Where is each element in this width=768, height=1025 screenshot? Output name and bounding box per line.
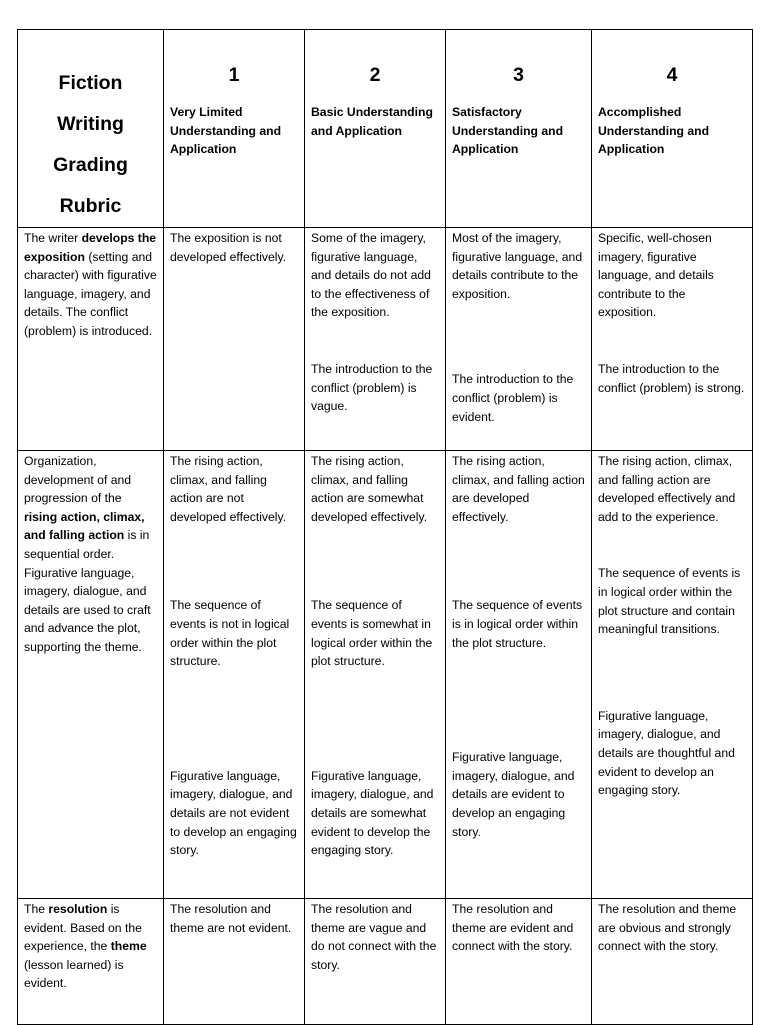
criterion-key-term: theme bbox=[110, 939, 147, 954]
criterion-key-term: resolution bbox=[48, 902, 108, 916]
descriptor: Figurative language, imagery, dialogue, and details are not evident to develop an engaging story. bbox=[170, 768, 297, 858]
level-header-4 bbox=[592, 30, 753, 228]
criterion-cell bbox=[18, 228, 164, 451]
criterion-key-term: rising action, climax, and falling action bbox=[24, 509, 145, 543]
level-label: Basic Understanding and Application bbox=[311, 105, 433, 138]
criterion-text-part: (setting and character) with figurative language, imagery, and details. The conflict (problem) is introduced. bbox=[24, 249, 157, 338]
descriptor: Figurative language, imagery, dialogue, and details are somewhat evident to develop the engaging story. bbox=[311, 768, 434, 858]
score-cell-1 bbox=[164, 451, 305, 899]
descriptor: The sequence of events is in logical order within the plot structure and contain meaningful transitions. bbox=[598, 566, 741, 637]
level-number: 2 bbox=[369, 64, 381, 86]
criterion-text-part: Organization, development of and progression of the bbox=[24, 454, 132, 506]
score-cell-1 bbox=[164, 228, 305, 451]
level-label: Accomplished Understanding and Application bbox=[598, 105, 710, 157]
criterion-row-exposition bbox=[18, 228, 753, 451]
descriptor: Some of the imagery, figurative language, and details do not add to the effectiveness of the exposition. bbox=[311, 231, 431, 320]
score-cell-1 bbox=[164, 899, 305, 1025]
level-header-1 bbox=[164, 30, 305, 228]
score-cell-4 bbox=[592, 899, 753, 1025]
criterion-text-part: is evident. Based on the experience, the bbox=[24, 902, 142, 954]
level-label: Satisfactory Understanding and Application bbox=[452, 105, 564, 157]
descriptor: The rising action, climax, and falling action are developed effectively and add to the experience. bbox=[598, 454, 736, 524]
descriptor: Figurative language, imagery, dialogue, and details are evident to develop an engaging story. bbox=[452, 750, 575, 839]
descriptor: Figurative language, imagery, dialogue, and details are thoughtful and evident to develop an engaging story. bbox=[598, 708, 735, 798]
rubric-table bbox=[17, 29, 753, 1025]
criterion-text bbox=[18, 899, 163, 993]
title-cell bbox=[18, 30, 164, 228]
criterion-text-part: The writer bbox=[24, 231, 82, 245]
score-cell-2 bbox=[305, 899, 446, 1025]
level-header-2 bbox=[305, 30, 446, 228]
title-line: Fiction bbox=[58, 72, 123, 94]
criterion-cell bbox=[18, 899, 164, 1025]
descriptor: The sequence of events is not in logical order within the plot structure. bbox=[170, 598, 290, 669]
criterion-text-part: (lesson learned) is evident. bbox=[24, 957, 124, 991]
criterion-row-resolution bbox=[18, 899, 753, 1025]
descriptor: The introduction to the conflict (problem) is strong. bbox=[598, 361, 745, 395]
score-cell-3 bbox=[446, 451, 592, 899]
descriptor: The rising action, climax, and falling action are not developed effectively. bbox=[170, 454, 287, 524]
score-cell-3 bbox=[446, 899, 592, 1025]
criterion-text bbox=[18, 451, 163, 657]
criterion-key-term: develops the exposition bbox=[24, 231, 157, 264]
score-cell-3 bbox=[446, 228, 592, 451]
criterion-text-part: The bbox=[24, 902, 49, 916]
level-number: 1 bbox=[228, 64, 240, 86]
descriptor: The resolution and theme are obvious and strongly connect with the story. bbox=[598, 902, 737, 954]
header-row bbox=[18, 30, 753, 228]
descriptor: The resolution and theme are vague and do not connect with the story. bbox=[311, 902, 437, 972]
descriptor: The introduction to the conflict (problem) is vague. bbox=[311, 361, 433, 414]
criterion-row-plot bbox=[18, 451, 753, 899]
title-line: Rubric bbox=[59, 195, 122, 217]
descriptor: The rising action, climax, and falling action are somewhat developed effectively. bbox=[311, 454, 428, 524]
descriptor: The exposition is not developed effectively. bbox=[170, 231, 287, 264]
criterion-cell bbox=[18, 451, 164, 899]
descriptor: The rising action, climax, and falling action are developed effectively. bbox=[452, 454, 585, 524]
criterion-text-part: is in sequential order. Figurative language, imagery, dialogue, and details are used to craft and advance the plot, supporting the theme. bbox=[24, 528, 151, 654]
descriptor: The sequence of events is somewhat in logical order within the plot structure. bbox=[311, 598, 433, 669]
descriptor: Most of the imagery, figurative language, and details contribute to the exposition. bbox=[452, 231, 583, 301]
descriptor: Specific, well-chosen imagery, figurative language, and details contribute to the exposition. bbox=[598, 231, 714, 320]
level-header-3 bbox=[446, 30, 592, 228]
descriptor: The resolution and theme are not evident. bbox=[170, 902, 292, 935]
level-number: 3 bbox=[513, 64, 524, 86]
descriptor: The resolution and theme are evident and connect with the story. bbox=[452, 902, 574, 954]
score-cell-2 bbox=[305, 451, 446, 899]
title-line: Writing bbox=[57, 113, 124, 135]
level-label: Very Limited Understanding and Application bbox=[170, 105, 282, 157]
criterion-text bbox=[18, 228, 163, 341]
score-cell-2 bbox=[305, 228, 446, 451]
level-number: 4 bbox=[666, 64, 678, 86]
descriptor: The introduction to the conflict (problem) is evident. bbox=[452, 372, 574, 424]
score-cell-4 bbox=[592, 451, 753, 899]
score-cell-4 bbox=[592, 228, 753, 451]
title-line: Grading bbox=[53, 154, 128, 176]
descriptor: The sequence of events is in logical order within the plot structure. bbox=[452, 598, 583, 650]
